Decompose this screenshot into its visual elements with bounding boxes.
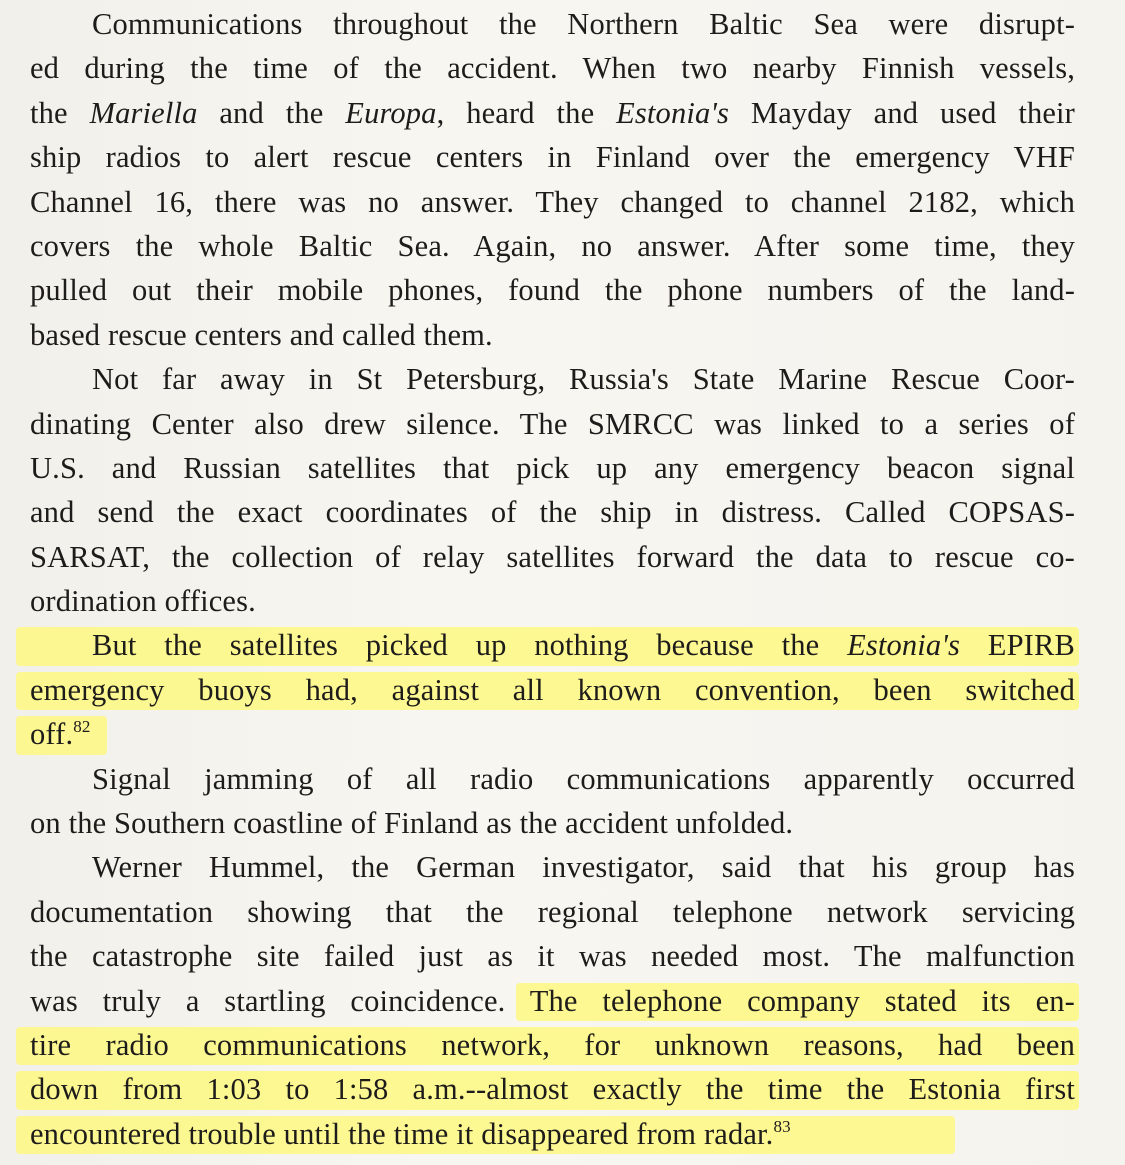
highlighted-line: down from 1:03 to 1:58 a.m.--almost exactly the time the Estonia first bbox=[30, 1067, 1075, 1111]
paragraph-communications bbox=[30, 2, 1075, 357]
text-line: Signal jamming of all radio communications apparently occurred bbox=[92, 761, 1075, 796]
text-line: and send the exact coordinates of the ship in distress. Called COPSAS- bbox=[30, 495, 1075, 530]
ship-name-mariella: Mariella bbox=[89, 95, 198, 130]
highlighted-line: emergency buoys had, against all known convention, been switched bbox=[30, 668, 1075, 712]
text-line: U.S. and Russian satellites that pick up any emergency beacon signal bbox=[30, 450, 1075, 485]
highlighted-line: off.$^{82}$ bbox=[30, 712, 1075, 756]
highlighted-line: encountered trouble until the time it disappeared from radar.$^{83}$ bbox=[30, 1112, 1075, 1156]
text-line: covers the whole Baltic Sea. Again, no answer. After some time, they bbox=[30, 228, 1075, 263]
text-line: pulled out their mobile phones, found the phone numbers of the land- bbox=[30, 273, 1075, 308]
partially-highlighted-line: was truly a startling coincidence. The telephone company stated its en- bbox=[30, 979, 1075, 1023]
text-line: documentation showing that the regional telephone network servicing bbox=[30, 894, 1075, 929]
page-text bbox=[30, 2, 1075, 1156]
text-line: ship radios to alert rescue centers in Finland over the emergency VHF bbox=[30, 140, 1075, 175]
text-line: on the Southern coastline of Finland as the accident unfolded. bbox=[30, 806, 794, 841]
text-line: ed during the time of the accident. When two nearby Finnish vessels, bbox=[30, 51, 1075, 86]
paragraph-st-petersburg bbox=[30, 357, 1075, 623]
footnote-ref[interactable]: 82 bbox=[73, 717, 91, 737]
text-line: Werner Hummel, the German investigator, said that his group has bbox=[92, 850, 1075, 885]
text-line: SARSAT, the collection of relay satellites forward the data to rescue co- bbox=[30, 539, 1075, 574]
paragraph-satellites-highlighted bbox=[30, 623, 1075, 756]
text-line: Communications throughout the Northern Baltic Sea were disrupt- bbox=[92, 7, 1075, 41]
text-line: based rescue centers and called them. bbox=[30, 317, 493, 352]
text-line: the Mariella and the Europa, heard the Estonia's Mayday and used their bbox=[30, 95, 1075, 130]
paragraph-werner-hummel bbox=[30, 845, 1075, 1156]
footnote-ref[interactable]: 83 bbox=[773, 1116, 791, 1136]
ship-name-europa: Europa bbox=[345, 95, 437, 130]
text-line: Not far away in St Petersburg, Russia's State Marine Rescue Coor- bbox=[92, 362, 1075, 397]
ship-name-estonia: Estonia's bbox=[847, 628, 961, 663]
highlighted-line: tire radio communications network, for unknown reasons, had been bbox=[30, 1023, 1075, 1067]
ship-name-estonia: Estonia's bbox=[616, 95, 730, 130]
text-line: Channel 16, there was no answer. They changed to channel 2182, which bbox=[30, 184, 1075, 219]
text-line: ordination offices. bbox=[30, 584, 256, 619]
paragraph-signal-jamming bbox=[30, 757, 1075, 846]
highlighted-line: But the satellites picked up nothing because the Estonia's EPIRB bbox=[30, 623, 1075, 667]
text-line: dinating Center also drew silence. The SMRCC was linked to a series of bbox=[30, 406, 1075, 441]
text-line: the catastrophe site failed just as it was needed most. The malfunction bbox=[30, 939, 1075, 974]
